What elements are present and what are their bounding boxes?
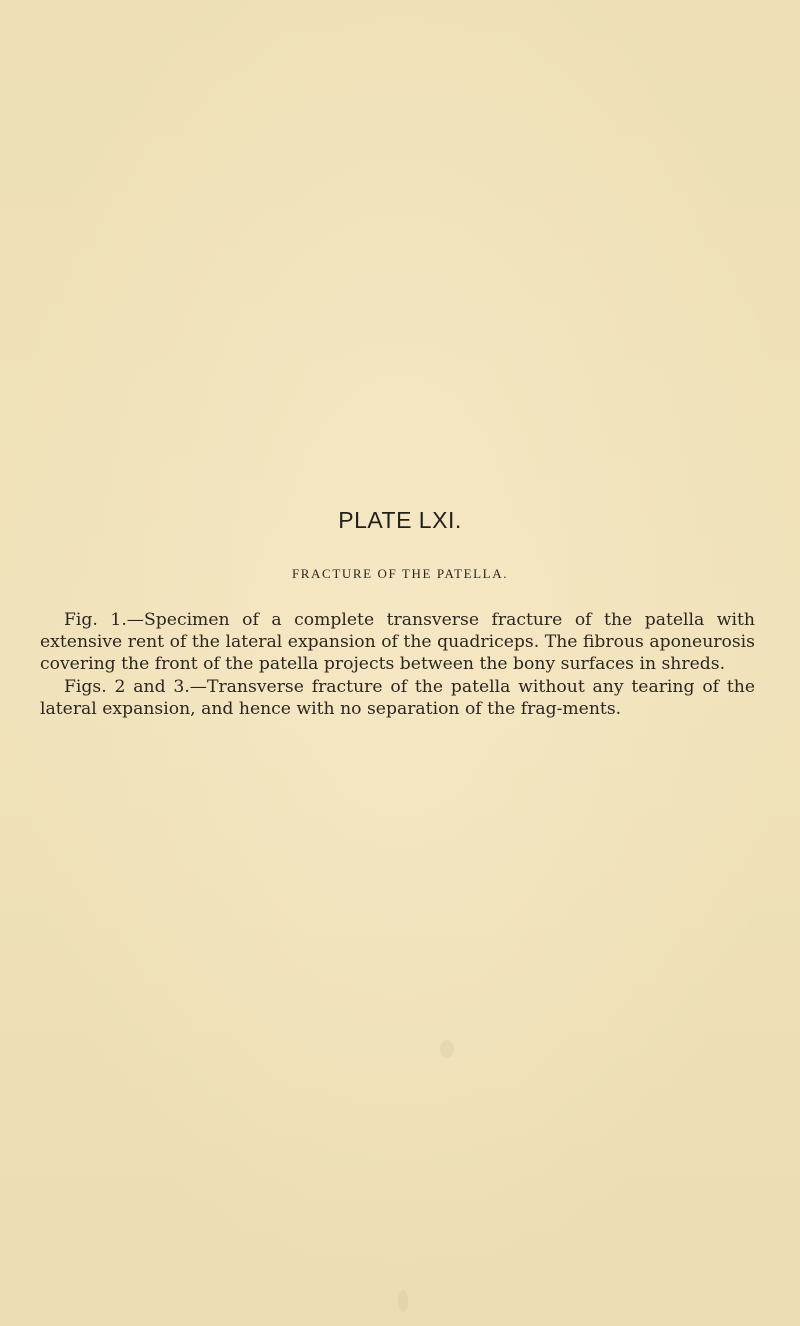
paper-stain	[440, 1040, 454, 1058]
plate-subtitle: FRACTURE OF THE PATELLA.	[291, 566, 509, 581]
figure-captions	[40, 609, 755, 720]
plate-title: PLATE LXI.	[338, 507, 462, 533]
paper-stain	[398, 1290, 408, 1312]
caption-figs-2-3: Figs. 2 and 3.—Transverse fracture of the patella without any tearing of the lateral expansion, and hence with no separation of the frag-ments.	[40, 676, 755, 719]
caption-fig-1: Fig. 1.—Specimen of a complete transverse fracture of the patella with extensive rent of the lateral expansion of the quadriceps. The fibrous aponeurosis covering the front of the patella projects between the bony surfaces in shreds.	[40, 610, 755, 675]
